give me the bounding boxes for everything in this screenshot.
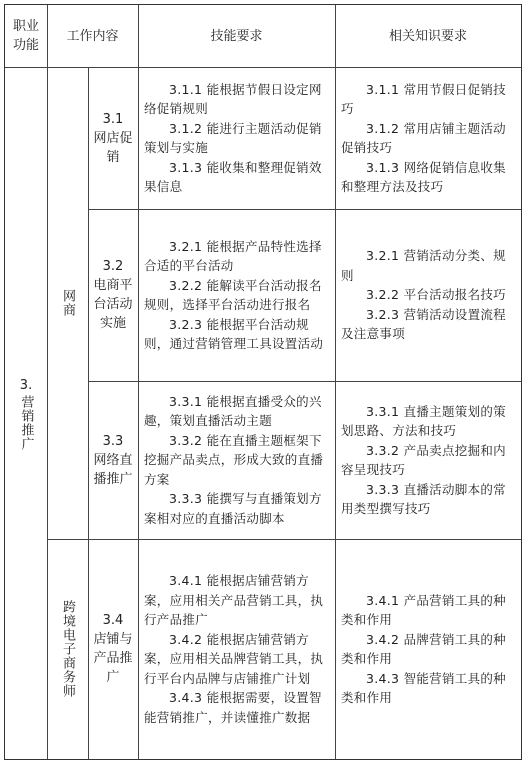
- knowledge-cell: [335, 539, 521, 759]
- skill-cell: [138, 381, 335, 539]
- role-cell: [47, 539, 88, 759]
- function-number: 3.: [19, 377, 33, 393]
- function-cell: [5, 67, 47, 759]
- knowledge-item: 3.2.3 营销活动设置流程及注意事项: [341, 306, 506, 342]
- work-line: 实施: [99, 316, 126, 331]
- work-line: 产品推: [93, 651, 133, 666]
- knowledge-item: 3.3.3 直播活动脚本的常用类型撰写技巧: [341, 481, 506, 516]
- work-line: 3.3: [102, 433, 124, 449]
- header-skill: 技能要求: [210, 28, 263, 44]
- knowledge-item: 3.4.2 品牌营销工具的种类和作用: [341, 631, 506, 666]
- skill-item: 3.3.1 能根据直播受众的兴趣，策划直播活动主题: [144, 393, 322, 429]
- work-line: 网络直: [93, 452, 133, 468]
- knowledge-cell: [335, 209, 521, 381]
- skill-cell: [138, 539, 335, 759]
- skill-item: 3.2.1 能根据产品特性选择合适的平台活动: [144, 238, 322, 273]
- skill-item: 3.2.3 能根据平台活动规则，通过营销管理工具设置活动: [144, 316, 324, 351]
- knowledge-item: 3.2.2 平台活动报名技巧: [366, 287, 506, 303]
- skill-item: 3.3.3 能撰写与直播策划方案相对应的直播活动脚本: [144, 491, 322, 526]
- work-content-cell: [88, 67, 138, 209]
- work-line: 网店促: [93, 130, 133, 146]
- work-content-cell: [88, 209, 138, 381]
- work-line: 3.2: [102, 259, 124, 274]
- function-name: 营销推广: [18, 394, 34, 451]
- header-function: [5, 5, 47, 67]
- knowledge-item: 3.1.1 常用节假日促销技巧: [341, 81, 506, 116]
- skill-item: 3.4.2 能根据店铺营销方案，应用相关品牌营销工具，执行平台内品牌与店铺推广计划: [144, 631, 324, 686]
- work-content-cell: [88, 539, 138, 759]
- role-name: 跨境电子商务师: [60, 600, 75, 698]
- knowledge-cell: [335, 67, 521, 209]
- knowledge-item: 3.3.2 产品卖点挖掘和内容呈现技巧: [341, 442, 506, 477]
- knowledge-item: 3.4.3 智能营销工具的种类和作用: [341, 670, 506, 705]
- knowledge-item: 3.1.2 常用店铺主题活动促销技巧: [341, 120, 506, 155]
- knowledge-cell: [335, 381, 521, 539]
- skill-item: 3.4.3 能根据需要，设置智能营销推广，并读懂推广数据: [144, 690, 322, 725]
- work-line: 播推广: [93, 471, 133, 487]
- role-cell: [47, 67, 88, 539]
- skill-cell: [138, 209, 335, 381]
- knowledge-item: 3.2.1 营销活动分类、规则: [341, 248, 506, 283]
- work-line: 3.1: [102, 111, 124, 127]
- skill-item: 3.1.1 能根据节假日设定网络促销规则: [144, 81, 322, 116]
- skill-item: 3.1.3 能收集和整理促销效果信息: [144, 159, 322, 194]
- header-function-line: 功能: [12, 38, 39, 53]
- skill-item: 3.1.2 能进行主题活动促销策划与实施: [144, 120, 322, 155]
- skill-item: 3.3.2 能在直播主题框架下挖掘产品卖点，形成大致的直播方案: [144, 432, 324, 487]
- knowledge-item: 3.1.3 网络促销信息收集和整理方法及技巧: [341, 159, 506, 194]
- work-line: 3.4: [102, 613, 124, 628]
- header-knowledge: 相关知识要求: [388, 28, 467, 44]
- role-name: 网商: [60, 289, 75, 317]
- work-line: 电商平: [93, 278, 133, 293]
- work-line: 销: [106, 149, 120, 165]
- skill-item: 3.4.1 能根据店铺营销方案，应用相关产品营销工具，执行产品推广: [144, 573, 324, 627]
- work-line: 台活动: [93, 297, 133, 312]
- header-work: 工作内容: [66, 28, 119, 44]
- work-content-cell: [88, 381, 138, 539]
- competency-table: [4, 4, 522, 760]
- skill-item: 3.2.2 能解读平台活动报名规则，选择平台活动进行报名: [144, 277, 322, 312]
- knowledge-item: 3.4.1 产品营销工具的种类和作用: [341, 592, 506, 627]
- work-line: 店铺与: [93, 632, 133, 647]
- knowledge-item: 3.3.1 直播主题策划的策划思路、方法和技巧: [341, 403, 506, 438]
- skill-cell: [138, 67, 335, 209]
- work-line: 广: [106, 670, 120, 685]
- header-function-line: 职业: [12, 19, 39, 34]
